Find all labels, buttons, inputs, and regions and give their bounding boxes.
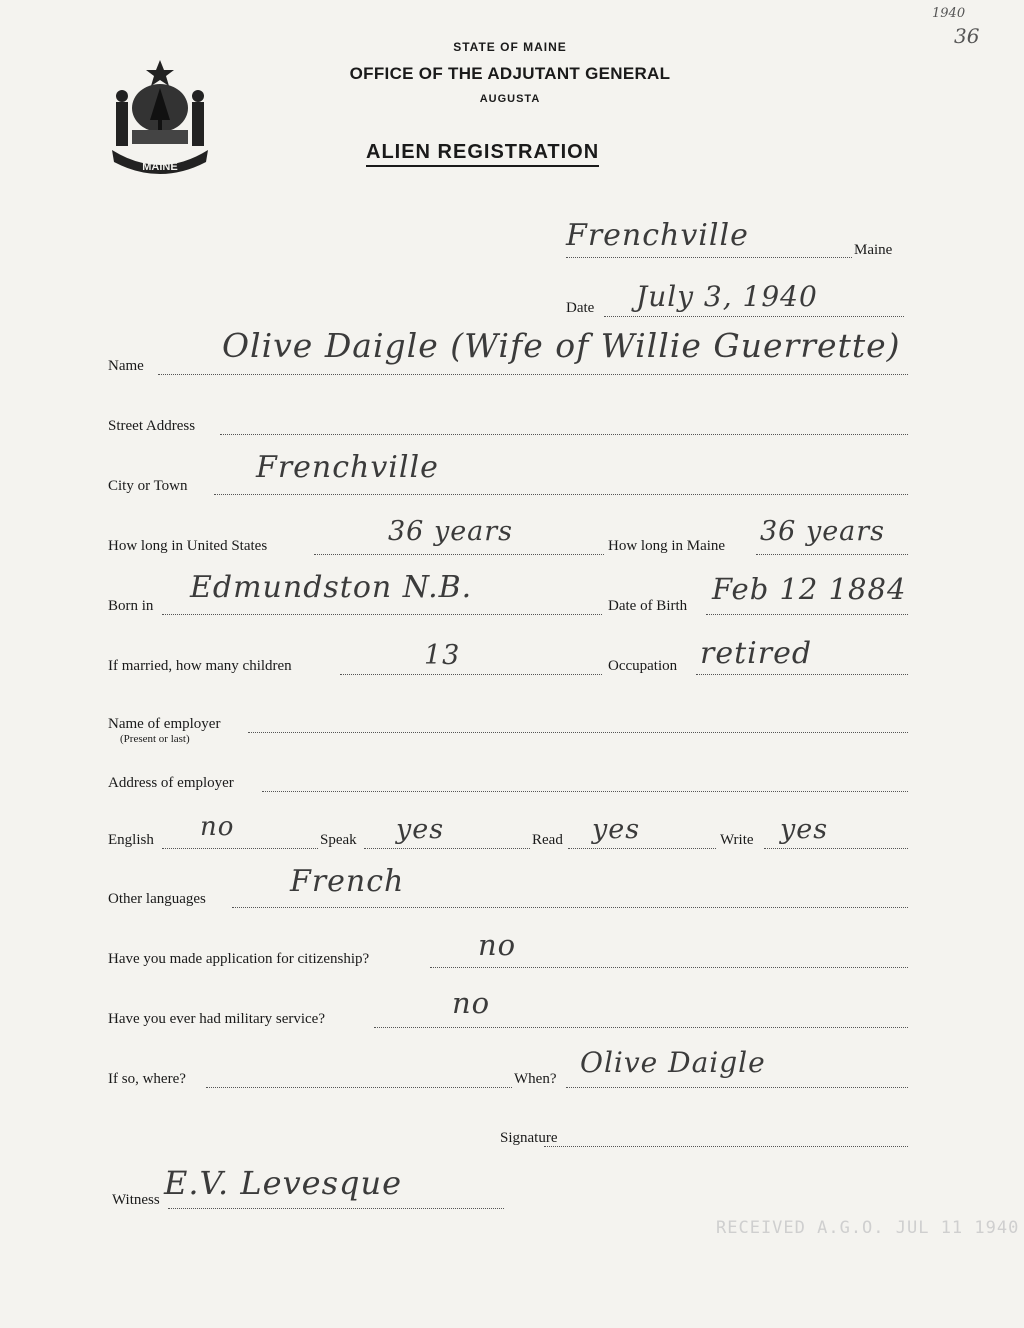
corner-number: 36 <box>954 24 980 48</box>
how-long-me-label: How long in Maine <box>608 538 726 554</box>
witness-line <box>168 1208 504 1209</box>
maine-seal-icon <box>108 58 212 178</box>
born-in-line <box>162 614 602 615</box>
speak-line <box>364 848 530 849</box>
employer-line <box>248 732 908 733</box>
street-line <box>220 434 908 435</box>
employer-label: Name of employer <box>108 716 221 732</box>
english-label: English <box>108 832 154 848</box>
city-line <box>214 494 908 495</box>
children-label: If married, how many children <box>108 658 292 674</box>
witness-signature: E.V. Levesque <box>164 1164 403 1202</box>
seal-label: MAINE <box>142 161 178 173</box>
speak-label: Speak <box>320 832 357 848</box>
read-label: Read <box>532 832 563 848</box>
maine-label: Maine <box>854 242 893 258</box>
corner-year: 1940 <box>932 6 966 21</box>
name-label: Name <box>108 358 144 374</box>
english-line <box>162 848 318 849</box>
signature-label: Signature <box>500 1130 558 1146</box>
write-line <box>764 848 908 849</box>
citizenship-label: Have you made application for citizenship? <box>108 951 370 967</box>
military-line <box>374 1027 908 1028</box>
read-value: yes <box>592 814 641 845</box>
city-label: City or Town <box>108 478 188 494</box>
other-languages-value: French <box>290 864 405 899</box>
when-line <box>566 1087 908 1088</box>
children-value: 13 <box>424 640 461 671</box>
how-long-me-value: 36 years <box>760 516 886 547</box>
where-line <box>206 1087 512 1088</box>
english-value: no <box>200 812 235 842</box>
how-long-us-line <box>314 554 604 555</box>
when-label: When? <box>514 1071 557 1087</box>
town-value: Frenchville <box>566 218 749 253</box>
form-title: ALIEN REGISTRATION <box>366 141 599 167</box>
born-in-label: Born in <box>108 598 154 614</box>
dob-label: Date of Birth <box>608 598 688 614</box>
occupation-line <box>696 674 908 675</box>
employer-address-label: Address of employer <box>108 775 234 791</box>
name-line <box>158 374 908 375</box>
dob-line <box>706 614 908 615</box>
signature-line <box>544 1146 908 1147</box>
witness-label: Witness <box>112 1192 160 1208</box>
state-heading: STATE OF MAINE <box>453 40 567 54</box>
children-line <box>340 674 602 675</box>
received-stamp: RECEIVED A.G.O. JUL 11 1940 <box>716 1218 1020 1238</box>
how-long-us-value: 36 years <box>388 516 514 547</box>
dob-value: Feb 12 1884 <box>712 572 907 606</box>
other-languages-line <box>232 907 908 908</box>
name-value: Olive Daigle (Wife of Willie Guerrette) <box>222 326 901 365</box>
military-value: no <box>452 986 491 1020</box>
date-value: July 3, 1940 <box>636 280 818 313</box>
other-languages-label: Other languages <box>108 891 206 907</box>
employer-address-line <box>262 791 908 792</box>
date-label: Date <box>566 300 595 316</box>
occupation-value: retired <box>700 636 813 671</box>
how-long-us-label: How long in United States <box>108 538 268 554</box>
occupation-label: Occupation <box>608 658 678 674</box>
city-heading: AUGUSTA <box>479 93 541 105</box>
street-label: Street Address <box>108 418 196 434</box>
date-line <box>604 316 904 317</box>
office-heading: OFFICE OF THE ADJUTANT GENERAL <box>349 64 671 83</box>
where-label: If so, where? <box>108 1071 186 1087</box>
employer-note: (Present or last) <box>120 733 190 745</box>
how-long-me-line <box>756 554 908 555</box>
town-line <box>566 257 852 258</box>
speak-value: yes <box>396 814 445 845</box>
citizenship-line <box>430 967 908 968</box>
write-label: Write <box>720 832 754 848</box>
military-label: Have you ever had military service? <box>108 1011 325 1027</box>
write-value: yes <box>780 814 829 845</box>
applicant-signature: Olive Daigle <box>580 1046 766 1079</box>
read-line <box>568 848 716 849</box>
citizenship-value: no <box>478 928 517 962</box>
city-value: Frenchville <box>256 450 439 485</box>
born-in-value: Edmundston N.B. <box>190 570 473 605</box>
